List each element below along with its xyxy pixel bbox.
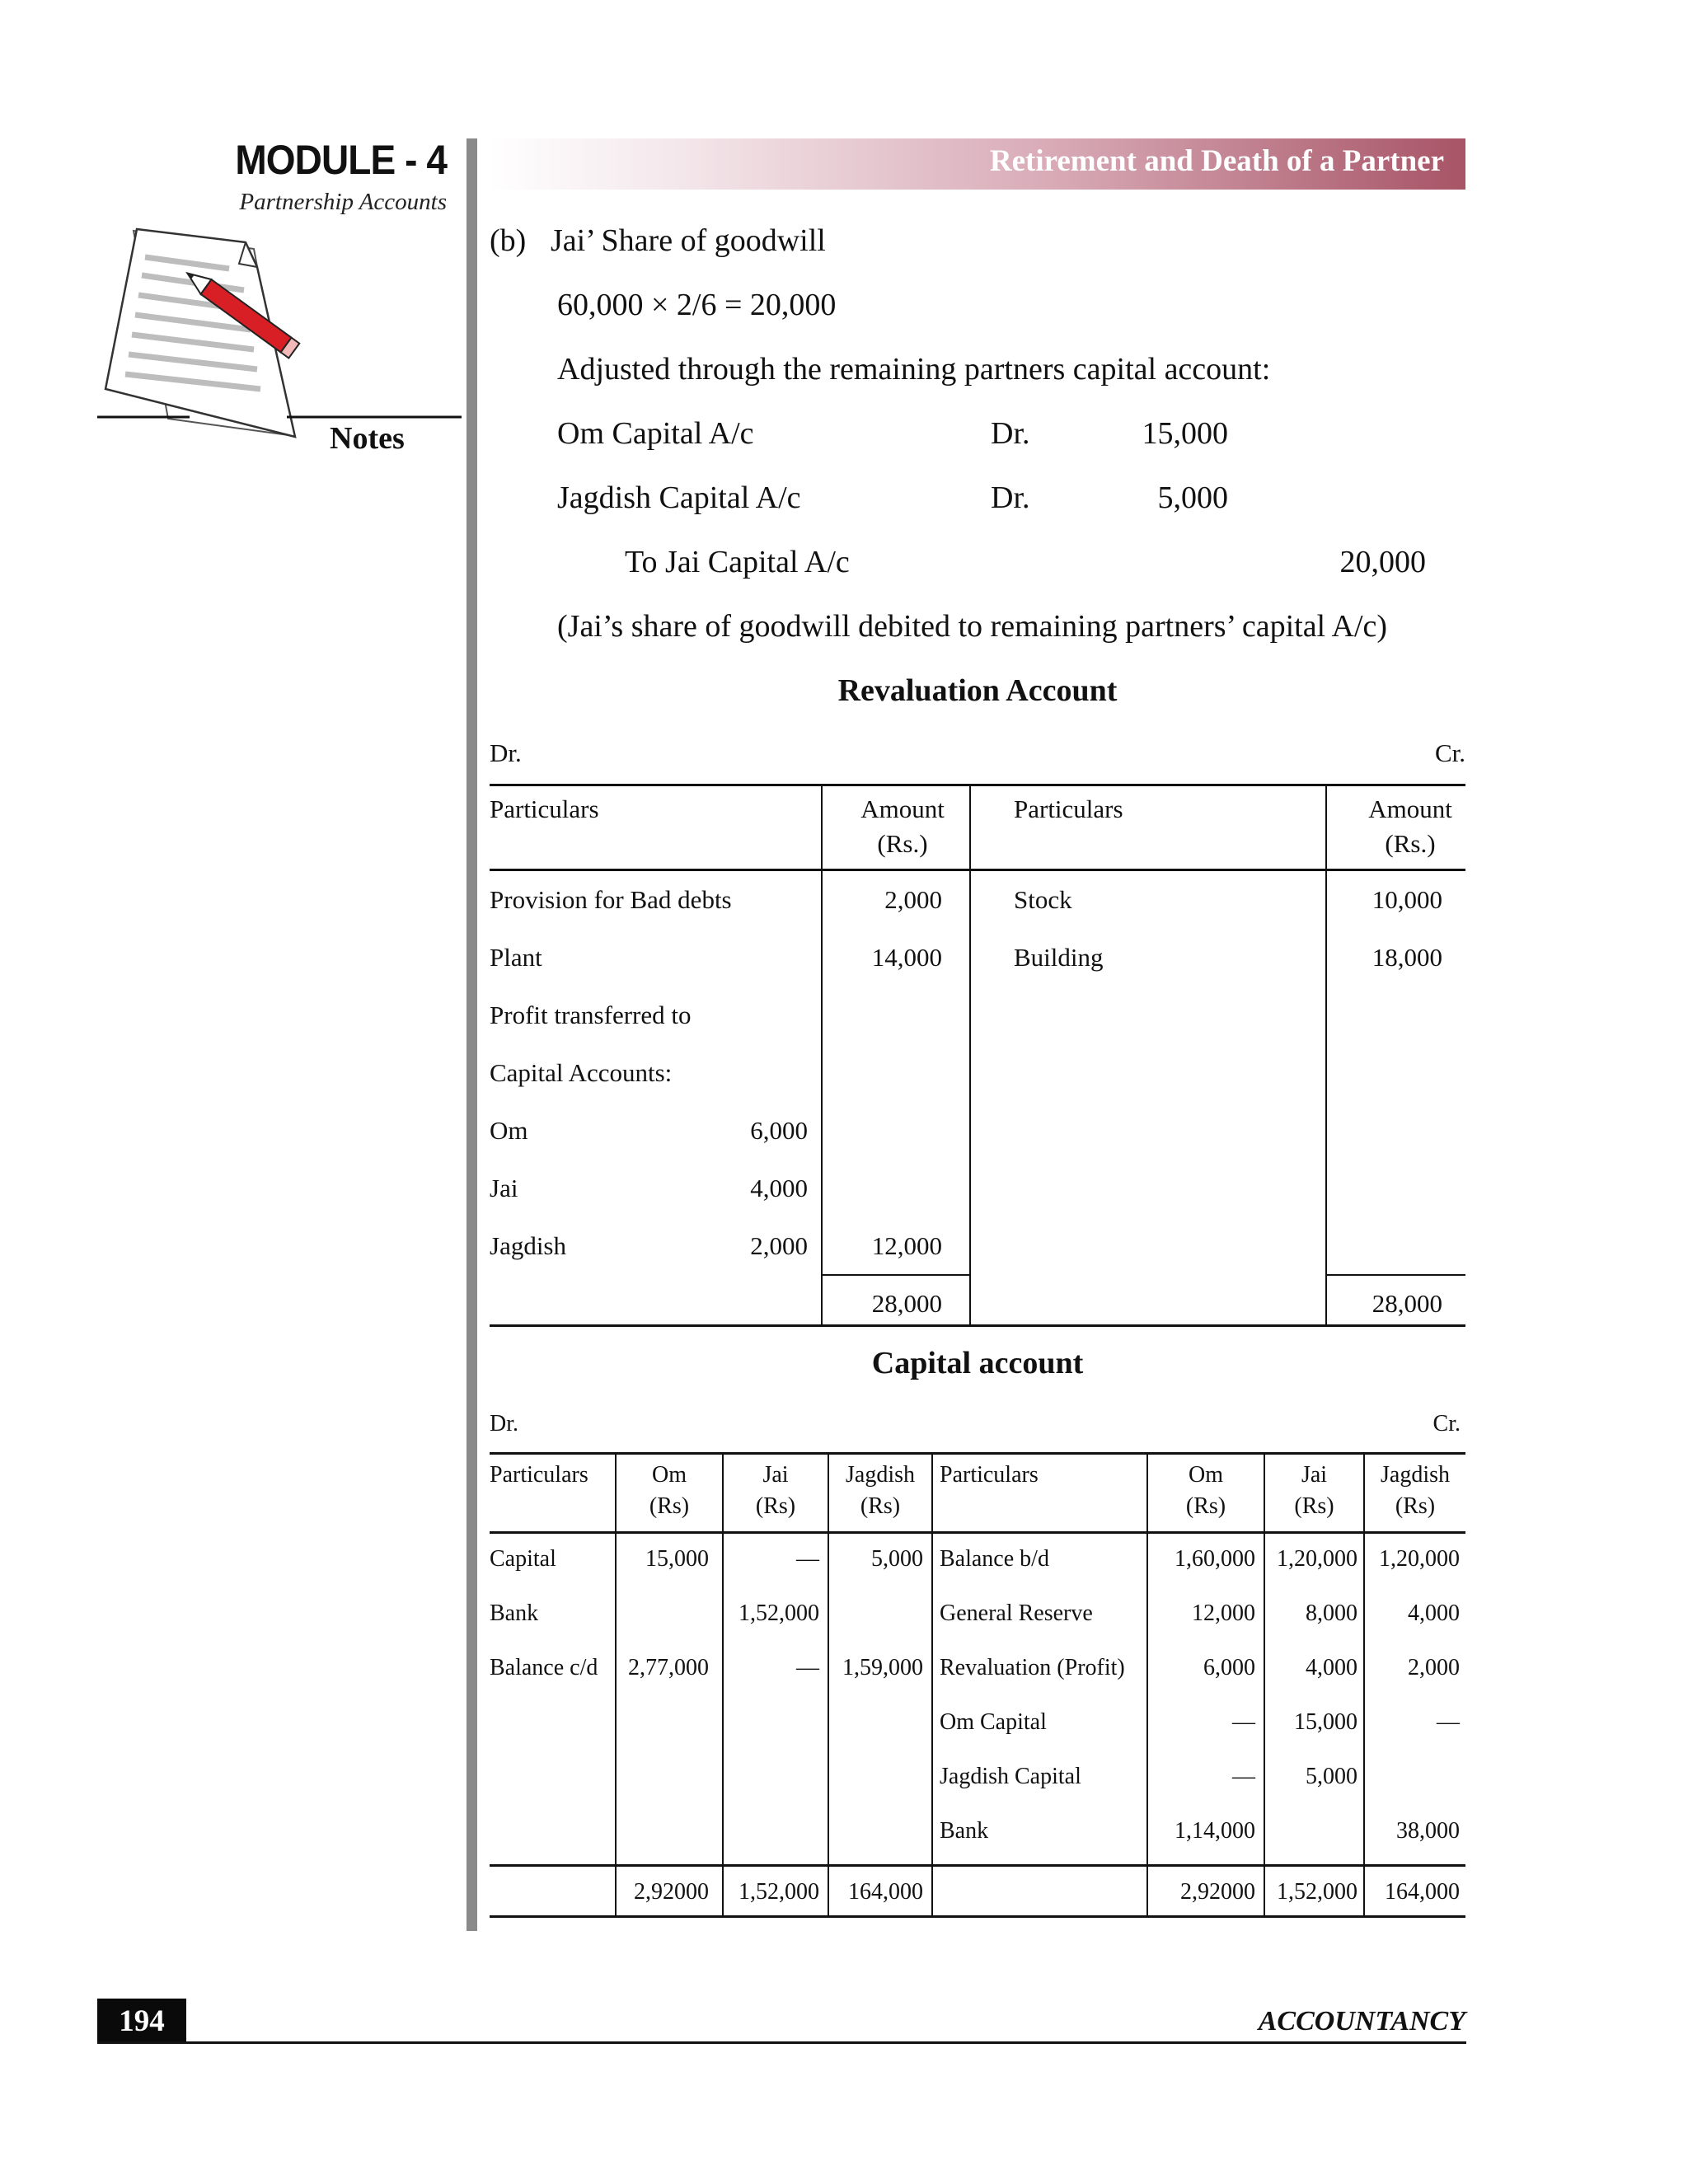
table-cell: 38,000 (1396, 1818, 1460, 1844)
column-header: Particulars (940, 1462, 1039, 1488)
total-cell: 28,000 (1372, 1289, 1442, 1318)
table-cell: 6,000 (1203, 1655, 1255, 1680)
table-cell: Om Capital (940, 1709, 1047, 1735)
goodwill-heading: Jai’ Share of goodwill (551, 223, 826, 258)
table-cell: 8,000 (1306, 1601, 1357, 1626)
table-cell: 2,000 (750, 1231, 808, 1260)
total-cell: 164,000 (848, 1879, 923, 1905)
table-cell: 2,77,000 (628, 1655, 709, 1680)
column-header-unit: (Rs) (755, 1493, 796, 1519)
table-cell: Capital Accounts: (490, 1058, 673, 1087)
column-header-unit: (Rs) (649, 1493, 690, 1519)
revaluation-dr: Dr. (490, 738, 522, 767)
table-cell: 6,000 (750, 1116, 808, 1145)
table-cell: 15,000 (1294, 1709, 1357, 1735)
page-number: 194 (97, 1999, 186, 2043)
table-cell: 1,52,000 (738, 1601, 819, 1626)
table-cell: Profit transferred to (490, 1001, 692, 1029)
goodwill-calculation: 60,000 × 2/6 = 20,000 (557, 288, 837, 322)
capital-dr: Dr. (490, 1411, 518, 1436)
table-cell: 1,14,000 (1175, 1818, 1255, 1844)
table-cell: — (796, 1655, 819, 1680)
column-header: Jai (762, 1462, 789, 1488)
notes-label: Notes (330, 421, 405, 456)
journal-to-account: To Jai Capital A/c (625, 545, 850, 579)
table-cell: 10,000 (1372, 885, 1442, 914)
column-header: Amount (1368, 794, 1452, 823)
table-cell: — (796, 1546, 819, 1572)
journal-dr: Dr. (991, 416, 1030, 451)
table-cell: Building (1014, 943, 1104, 972)
notes-illustration-icon (97, 221, 468, 452)
journal-dr: Dr. (991, 480, 1030, 515)
revaluation-title: Revaluation Account (837, 673, 1118, 708)
column-header-unit: (Rs) (1185, 1493, 1226, 1519)
column-header: Particulars (1014, 794, 1123, 823)
item-label: (b) (490, 223, 527, 258)
column-header: Om (652, 1462, 687, 1488)
column-header: Om (1189, 1462, 1223, 1488)
journal-narration: (Jai’s share of goodwill debited to remaining partners’ capital A/c) (557, 609, 1388, 644)
table-cell: 15,000 (645, 1546, 709, 1572)
table-cell: Jagdish (490, 1231, 566, 1260)
content-divider-bar (467, 138, 477, 1931)
table-cell: 2,000 (1408, 1655, 1460, 1680)
table-cell: 12,000 (871, 1231, 942, 1260)
table-cell: 4,000 (750, 1174, 808, 1202)
total-cell: 2,92000 (634, 1879, 709, 1905)
table-cell: 5,000 (871, 1546, 923, 1572)
footer-rule (97, 2041, 1466, 2044)
journal-amount: 15,000 (1142, 416, 1228, 451)
table-cell: 4,000 (1306, 1655, 1357, 1680)
table-cell: Jagdish Capital (940, 1764, 1081, 1789)
column-header-unit: (Rs) (1294, 1493, 1334, 1519)
table-cell: Stock (1014, 885, 1072, 914)
table-cell: Plant (490, 943, 542, 972)
capital-title: Capital account (871, 1346, 1084, 1380)
column-header: Jagdish (1381, 1462, 1450, 1488)
module-subtitle: Partnership Accounts (239, 189, 447, 215)
table-cell: Om (490, 1116, 528, 1145)
goodwill-adjustment-text: Adjusted through the remaining partners capital account: (557, 352, 1271, 387)
table-cell: — (1437, 1709, 1460, 1735)
revaluation-cr: Cr. (1434, 738, 1465, 767)
table-cell: Bank (490, 1601, 539, 1626)
table-cell: 1,60,000 (1175, 1546, 1255, 1572)
module-title: MODULE - 4 (235, 137, 447, 183)
table-cell: 2,000 (884, 885, 942, 914)
table-cell: Capital (490, 1546, 556, 1572)
column-header: Particulars (490, 1462, 588, 1488)
table-cell: — (1232, 1709, 1255, 1735)
total-cell: 2,92000 (1180, 1879, 1255, 1905)
footer-title: ACCOUNTANCY (1258, 2006, 1465, 2036)
column-header-unit: (Rs.) (1385, 829, 1436, 858)
table-cell: — (1232, 1764, 1255, 1789)
journal-account: Jagdish Capital A/c (557, 480, 801, 515)
total-cell: 164,000 (1385, 1879, 1460, 1905)
table-cell: 1,59,000 (842, 1655, 923, 1680)
table-cell: General Reserve (940, 1601, 1093, 1626)
column-header: Jagdish (846, 1462, 915, 1488)
table-cell: Provision for Bad debts (490, 885, 732, 914)
table-cell: Revaluation (Profit) (940, 1655, 1125, 1680)
chapter-title: Retirement and Death of a Partner (989, 144, 1444, 178)
total-cell: 28,000 (871, 1289, 942, 1318)
table-cell: 12,000 (1192, 1601, 1255, 1626)
table-cell: Jai (490, 1174, 518, 1202)
journal-amount: 5,000 (1157, 480, 1228, 515)
table-cell: 1,20,000 (1379, 1546, 1460, 1572)
table-cell: 5,000 (1306, 1764, 1357, 1789)
table-cell: 18,000 (1372, 943, 1442, 972)
table-cell: 4,000 (1408, 1601, 1460, 1626)
chapter-header (490, 138, 1465, 190)
column-header-unit: (Rs) (1395, 1493, 1436, 1519)
table-cell: 1,20,000 (1277, 1546, 1357, 1572)
table-cell: 14,000 (871, 943, 942, 972)
journal-to-amount: 20,000 (1339, 545, 1426, 579)
total-cell: 1,52,000 (738, 1879, 819, 1905)
column-header: Particulars (490, 794, 599, 823)
column-header-unit: (Rs.) (877, 829, 928, 858)
table-cell: Balance b/d (940, 1546, 1049, 1572)
table-cell: Bank (940, 1818, 989, 1844)
total-cell: 1,52,000 (1277, 1879, 1357, 1905)
column-header-unit: (Rs) (860, 1493, 901, 1519)
table-cell: Balance c/d (490, 1655, 598, 1680)
column-header: Amount (860, 794, 945, 823)
column-header: Jai (1301, 1462, 1328, 1488)
capital-cr: Cr. (1432, 1411, 1461, 1436)
journal-account: Om Capital A/c (557, 416, 754, 451)
